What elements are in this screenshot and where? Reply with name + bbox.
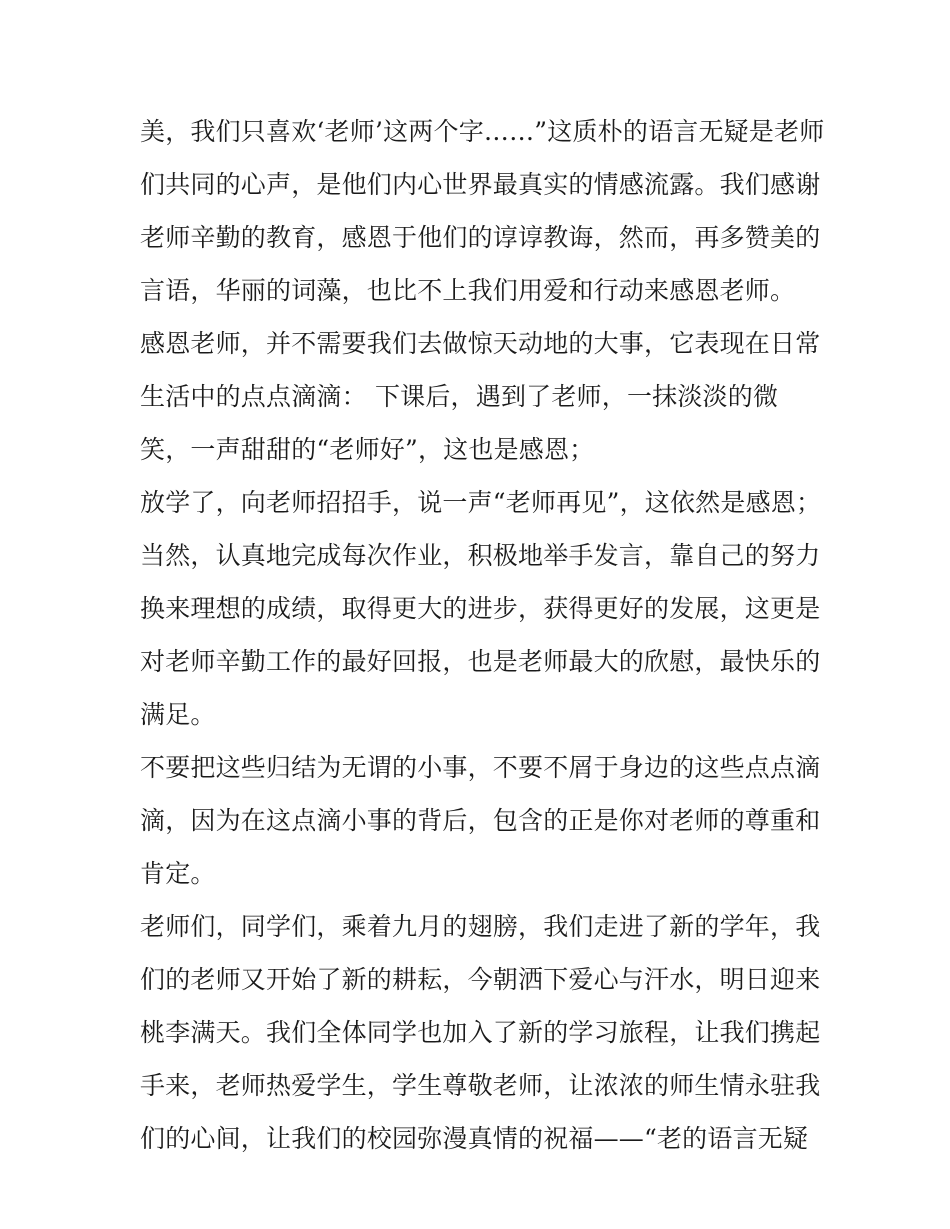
text-line: 感恩老师，并不需要我们去做惊天动地的大事，它表现在日常 — [140, 329, 821, 358]
text-line: 桃李满天。我们全体同学也加入了新的学习旅程，让我们携起 — [140, 1018, 821, 1047]
text-line: 笑，一声甜甜的“老师好”，这也是感恩； — [140, 435, 595, 464]
text-line: 们的心间，让我们的校园弥漫真情的祝福——“老的语言无疑 — [140, 1124, 809, 1153]
text-line: 放学了，向老师招招手，说一声“老师再见”，这依然是感恩； — [140, 488, 822, 517]
text-line: 言语，华丽的词藻，也比不上我们用爱和行动来感恩老师。 — [140, 276, 796, 305]
text-line: 美，我们只喜欢‘老师’这两个字……”这质朴的语言无疑是老师 — [140, 117, 825, 146]
text-line: 滴，因为在这点滴小事的背后，包含的正是你对老师的尊重和 — [140, 806, 821, 835]
text-line: 当然，认真地完成每次作业，积极地举手发言，靠自己的努力 — [140, 541, 821, 570]
text-line: 们的老师又开始了新的耕耘，今朝洒下爱心与汗水，明日迎来 — [140, 965, 821, 994]
document-text-body — [140, 105, 825, 1165]
text-line: 不要把这些归结为无谓的小事，不要不屑于身边的这些点点滴 — [140, 753, 821, 782]
text-line: 老师辛勤的教育，感恩于他们的谆谆教诲，然而，再多赞美的 — [140, 223, 821, 252]
text-line: 老师们，同学们，乘着九月的翅膀，我们走进了新的学年，我 — [140, 912, 821, 941]
text-line: 换来理想的成绩，取得更大的进步，获得更好的发展，这更是 — [140, 594, 821, 623]
text-line: 们共同的心声，是他们内心世界最真实的情感流露。我们感谢 — [140, 170, 821, 199]
text-line: 对老师辛勤工作的最好回报，也是老师最大的欣慰，最快乐的 — [140, 647, 821, 676]
text-line: 手来，老师热爱学生，学生尊敬老师，让浓浓的师生情永驻我 — [140, 1071, 821, 1100]
text-line: 生活中的点点滴滴： 下课后，遇到了老师，一抹淡淡的微 — [140, 382, 779, 411]
text-line: 肯定。 — [140, 859, 216, 888]
text-line: 满足。 — [140, 700, 216, 729]
